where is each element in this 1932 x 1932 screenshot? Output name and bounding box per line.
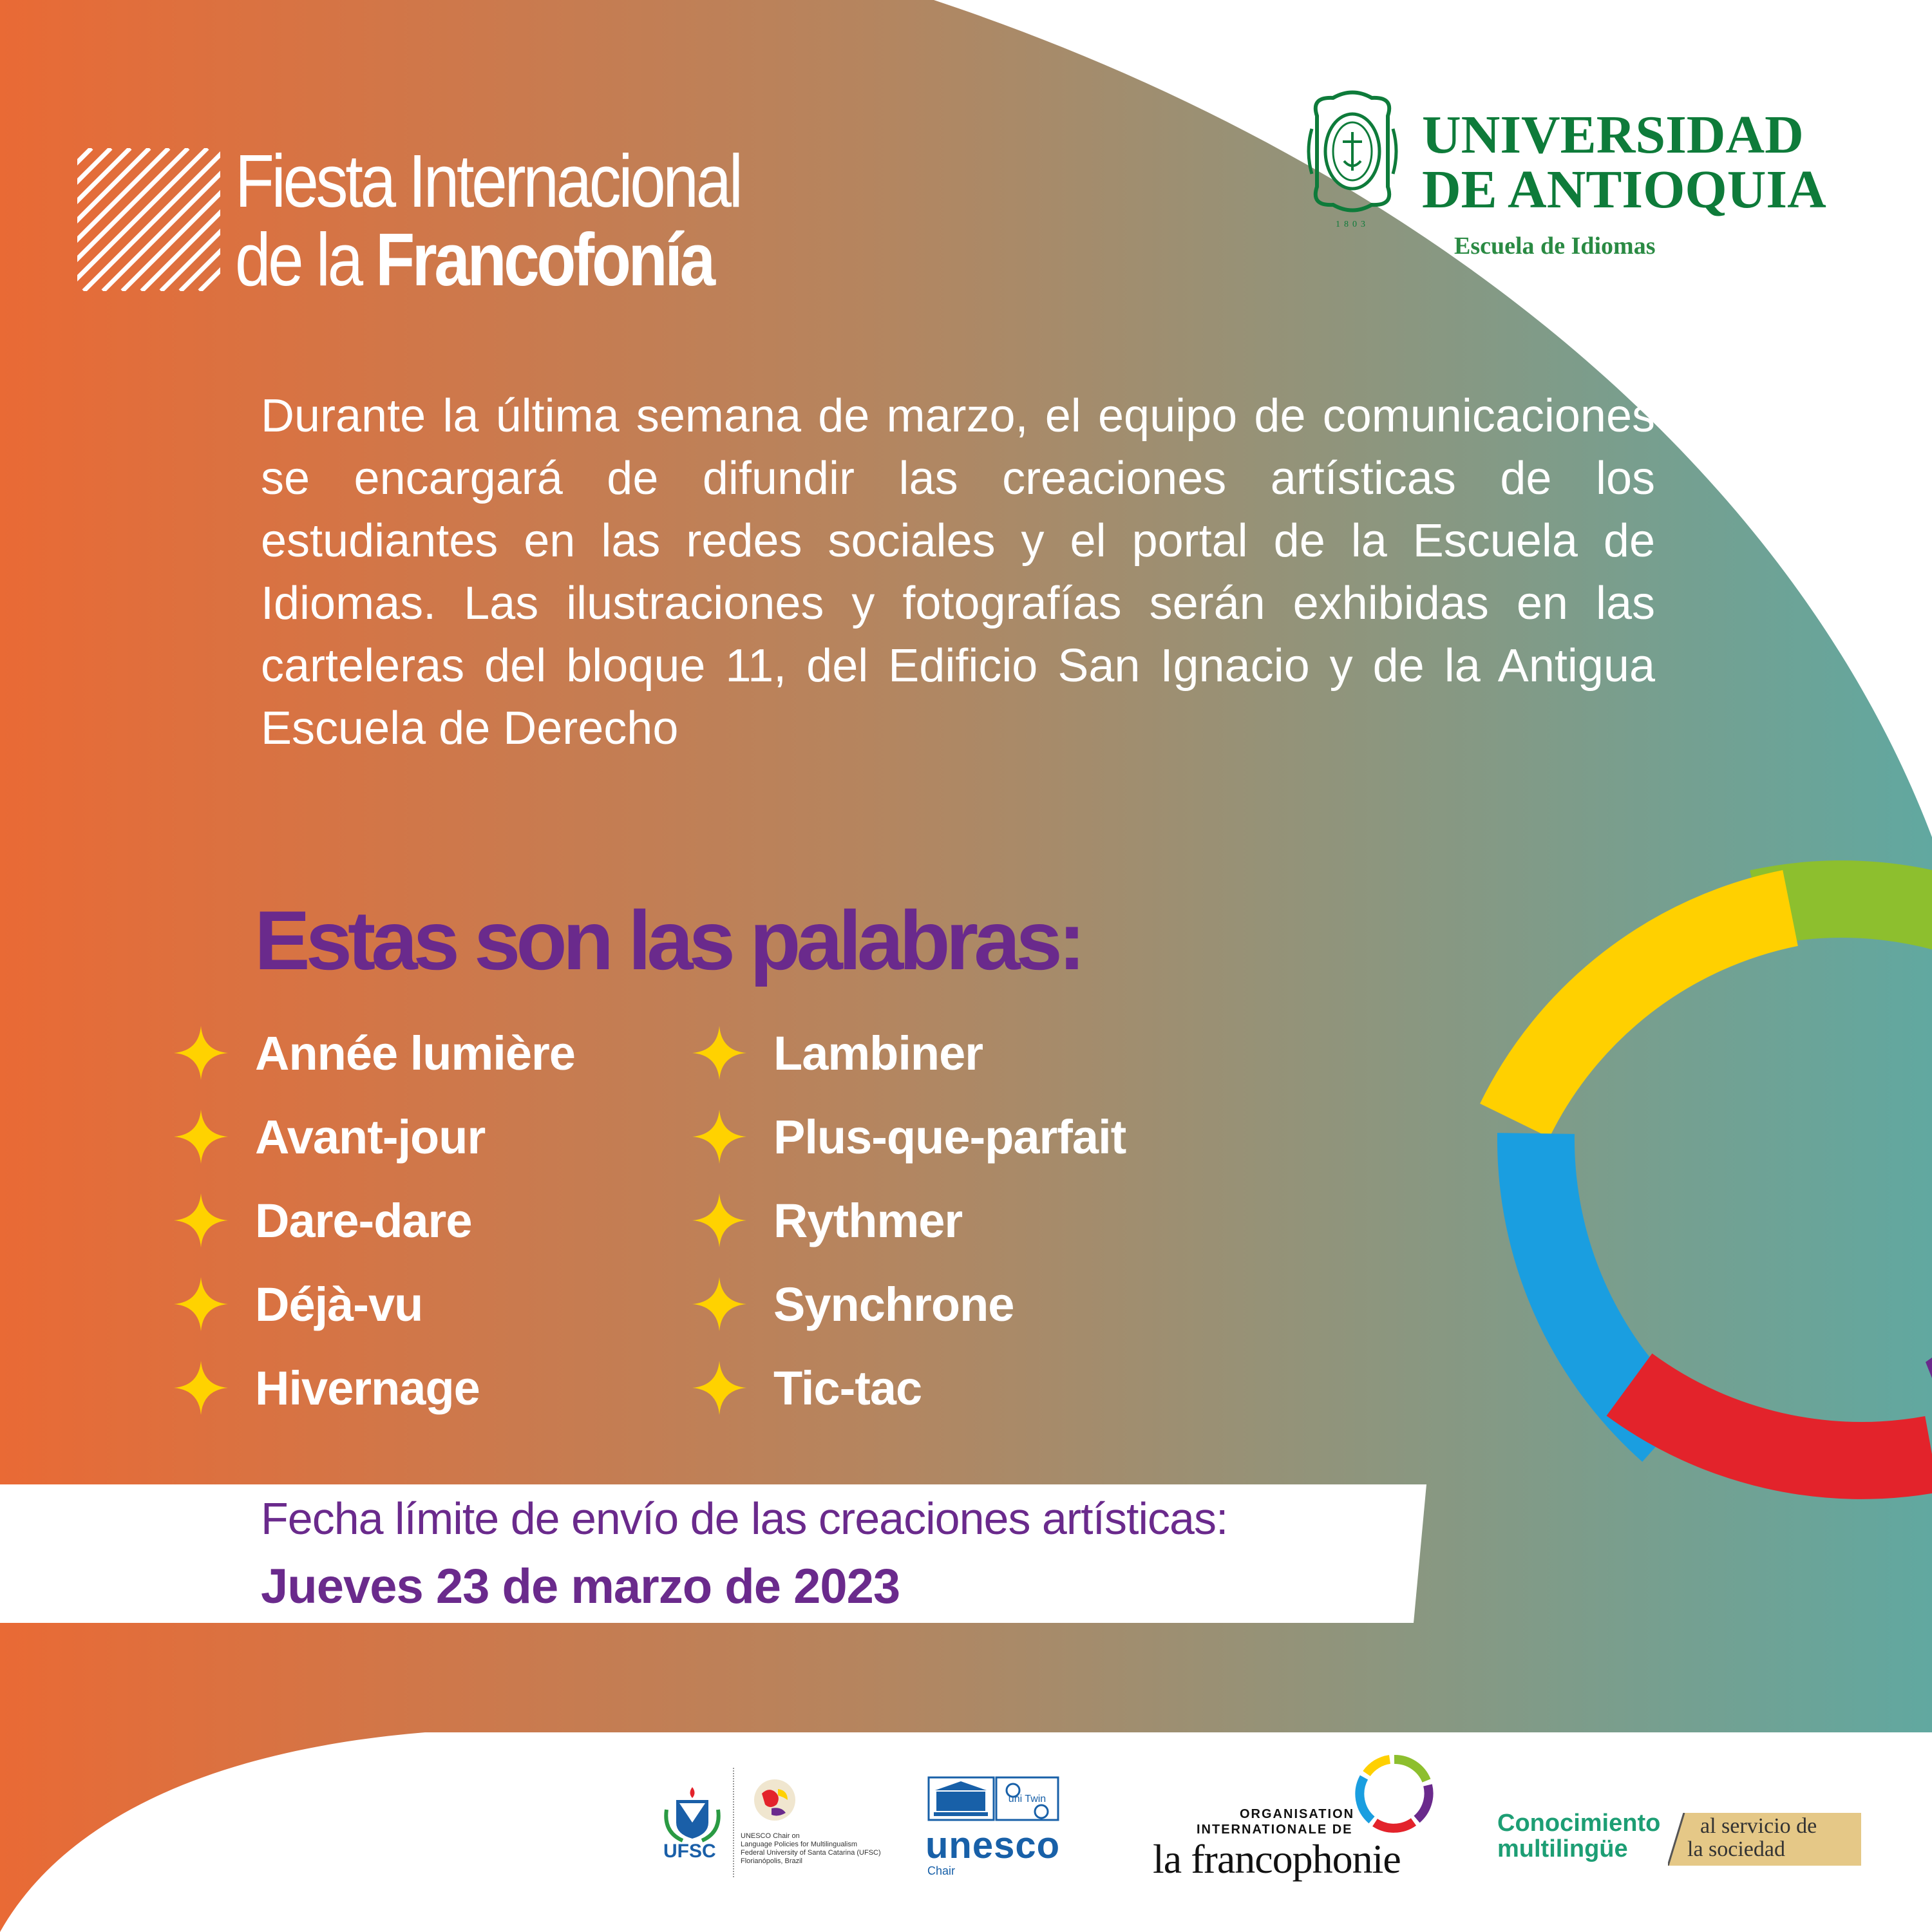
chair-line: UNESCO Chair on xyxy=(741,1832,800,1840)
oif-line1: ORGANISATION xyxy=(1240,1807,1355,1821)
title-line2-bold: Francofonía xyxy=(375,218,713,301)
word-label: Dare-dare xyxy=(255,1193,472,1247)
seal-year: 1803 xyxy=(1336,220,1369,229)
cm-line1: Conocimiento xyxy=(1497,1810,1661,1837)
word-list-column-2 xyxy=(692,1011,1126,1430)
sparkle-star-icon xyxy=(692,1026,746,1080)
words-heading: Estas son las palabras: xyxy=(254,893,1082,987)
deadline-date: Jueves 23 de marzo de 2023 xyxy=(261,1559,900,1614)
word-list-column-1 xyxy=(174,1011,575,1430)
word-item xyxy=(174,1262,575,1346)
chair-globe-icon xyxy=(752,1777,797,1823)
word-item xyxy=(692,1262,1126,1346)
cm-tag-line2: la sociedad xyxy=(1687,1837,1785,1861)
chair-line: Florianópolis, Brazil xyxy=(741,1857,802,1865)
sparkle-star-icon xyxy=(692,1277,746,1331)
chair-line: Language Policies for Multilingualism xyxy=(741,1841,857,1848)
word-item xyxy=(692,1011,1126,1095)
word-label: Synchrone xyxy=(773,1277,1014,1331)
title-stripes-icon xyxy=(77,148,220,291)
unitwin-icon xyxy=(995,1776,1059,1821)
title-line2-prefix: de la xyxy=(235,218,376,301)
word-label: Avant-jour xyxy=(255,1110,486,1164)
ufsc-crest-icon xyxy=(663,1784,721,1880)
word-label: Déjà-vu xyxy=(255,1277,423,1331)
sparkle-star-icon xyxy=(692,1110,746,1164)
title-line1: Fiesta Internacional xyxy=(235,139,741,223)
word-item xyxy=(692,1095,1126,1179)
deadline-label: Fecha límite de envío de las creaciones artísticas: xyxy=(261,1493,1228,1544)
word-label: Année lumière xyxy=(255,1026,575,1080)
unesco-wordmark: unesco xyxy=(925,1824,1061,1866)
word-label: Plus-que-parfait xyxy=(773,1110,1126,1164)
university-name-line1: UNIVERSIDAD xyxy=(1422,105,1804,165)
unesco-temple-icon xyxy=(927,1776,995,1821)
sparkle-star-icon xyxy=(174,1193,228,1247)
sparkle-star-icon xyxy=(174,1277,228,1331)
sparkle-star-icon xyxy=(174,1110,228,1164)
sparkle-star-icon xyxy=(174,1026,228,1080)
word-label: Rythmer xyxy=(773,1193,963,1247)
unitwin-text: uni Twin xyxy=(1008,1794,1046,1804)
oif-line2: INTERNATIONALE DE xyxy=(1197,1823,1353,1837)
unesco-chair-label: Chair xyxy=(927,1864,956,1877)
chair-line: Federal University of Santa Catarina (UFSC) xyxy=(741,1849,881,1857)
word-item xyxy=(174,1346,575,1430)
sparkle-star-icon xyxy=(692,1361,746,1415)
sparkle-star-icon xyxy=(174,1361,228,1415)
word-item xyxy=(692,1346,1126,1430)
university-seal-icon xyxy=(1304,90,1401,235)
oif-name: la francophonie xyxy=(1153,1836,1401,1882)
cm-line2: multilingüe xyxy=(1497,1835,1628,1862)
cm-tag-line1: al servicio de xyxy=(1700,1814,1817,1838)
word-item xyxy=(174,1095,575,1179)
school-name: Escuela de Idiomas xyxy=(1454,232,1656,260)
word-item xyxy=(692,1179,1126,1262)
word-item xyxy=(174,1011,575,1095)
ufsc-label: UFSC xyxy=(663,1841,716,1862)
sparkle-star-icon xyxy=(692,1193,746,1247)
word-label: Tic-tac xyxy=(773,1361,922,1415)
francophonie-ring-icon xyxy=(1352,1752,1436,1835)
word-item xyxy=(174,1179,575,1262)
university-name-line2: DE ANTIOQUIA xyxy=(1422,160,1826,220)
footer-divider xyxy=(733,1768,734,1877)
word-label: Lambiner xyxy=(773,1026,983,1080)
body-paragraph: Durante la última semana de marzo, el equipo de comunicaciones se encargará de difundir las creaciones artísticas de los estudiantes en las redes sociales y el portal de la Escuela de Idiomas. Las ilustraciones y fotografías serán exhibidas en las carteleras del bloque 11, del Edificio San Ignacio y de la Antigua Escuela de Derecho xyxy=(261,390,1655,754)
word-label: Hivernage xyxy=(255,1361,480,1415)
title-line2 xyxy=(235,219,713,301)
